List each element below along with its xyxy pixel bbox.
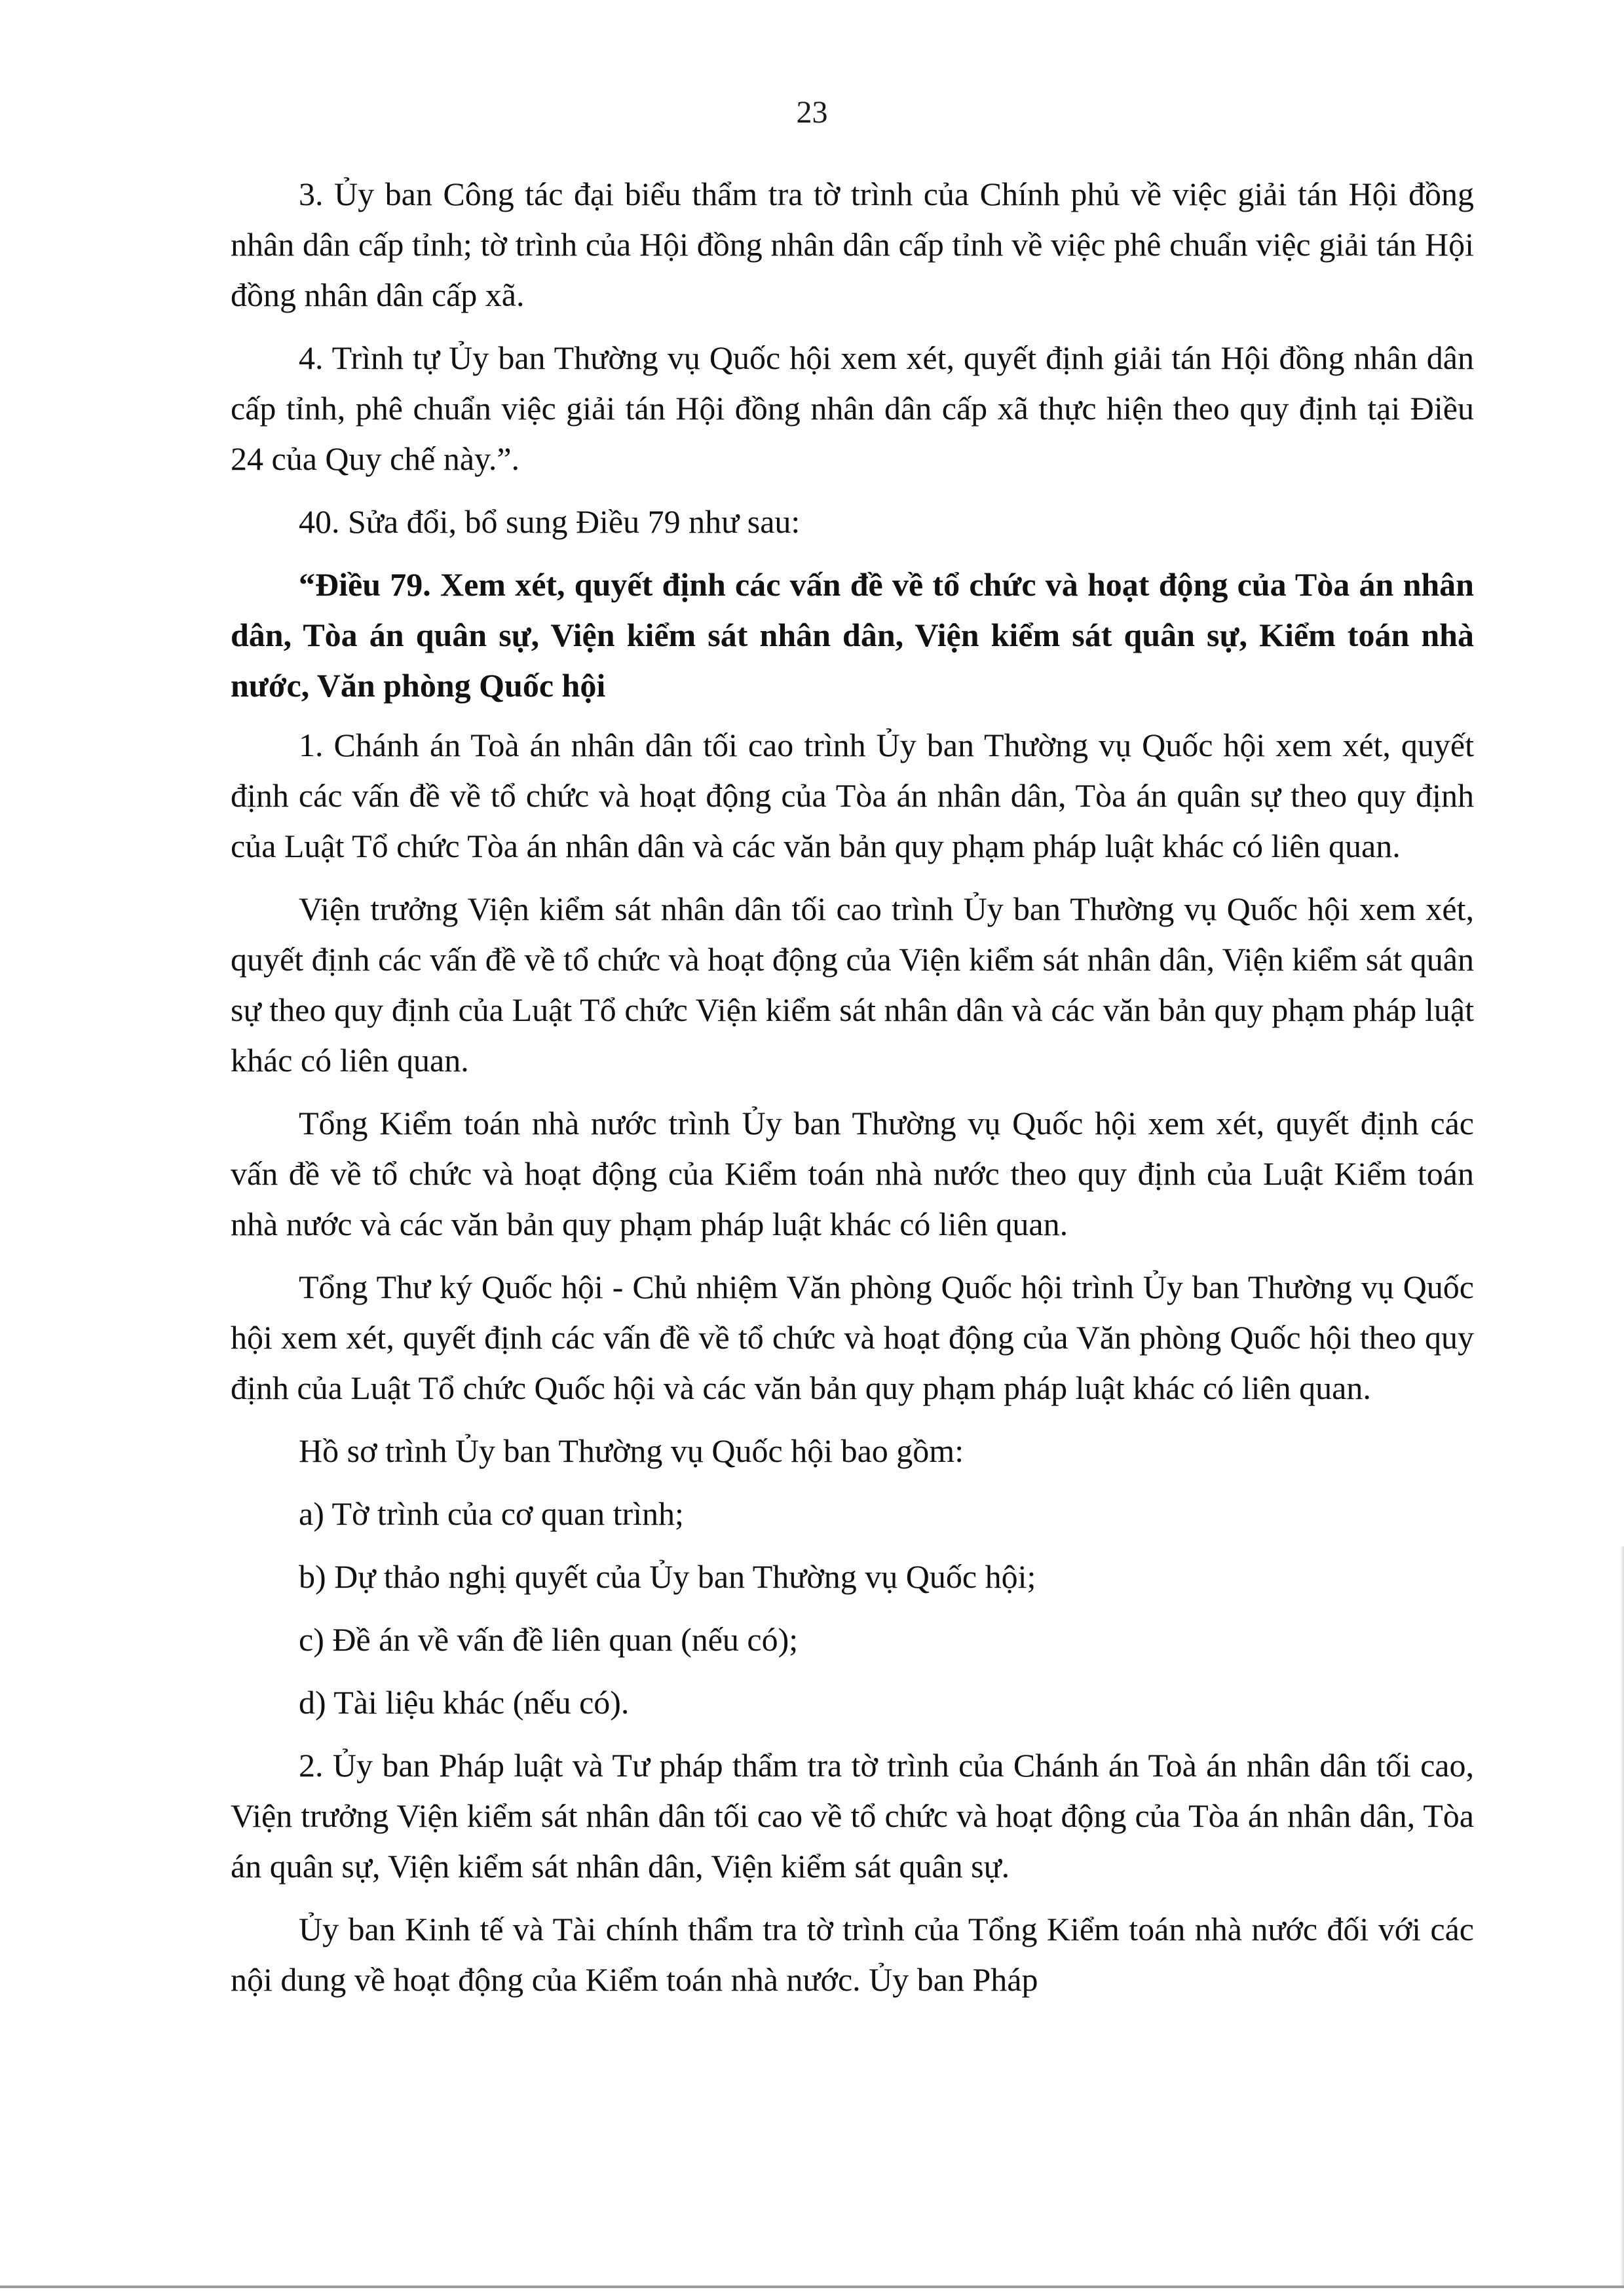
- dossier-item-c: c) Đề án về vấn đề liên quan (nếu có);: [299, 1621, 799, 1658]
- article-79-heading: “Điều 79. Xem xét, quyết định các vấn đề về tổ chức và hoạt động của Tòa án nhân dân, Tòa án quân sự, Viện kiểm sát nhân dân, Viện kiểm sát quân sự, Kiểm toán nhà nước, Văn phòng Quốc hội: [231, 566, 1474, 704]
- paragraph-clause-1: 1. Chánh án Toà án nhân dân tối cao trình Ủy ban Thường vụ Quốc hội xem xét, quyết định các vấn đề về tổ chức và hoạt động của Tòa án nhân dân, Tòa án quân sự theo quy định của Luật Tổ chức Tòa án nhân dân và các văn bản quy phạm pháp luật khác có liên quan.: [231, 727, 1474, 864]
- paragraph-assembly-office: Tổng Thư ký Quốc hội - Chủ nhiệm Văn phòng Quốc hội trình Ủy ban Thường vụ Quốc hội xem xét, quyết định các vấn đề về tổ chức và hoạt động của Văn phòng Quốc hội theo quy định của Luật Tổ chức Quốc hội và các văn bản quy phạm pháp luật khác có liên quan.: [231, 1269, 1474, 1406]
- paragraph-economic-committee: Ủy ban Kinh tế và Tài chính thẩm tra tờ trình của Tổng Kiểm toán nhà nước đối với các nội dung về hoạt động của Kiểm toán nhà nước. Ủy ban Pháp: [231, 1911, 1474, 1998]
- dossier-item-a: a) Tờ trình của cơ quan trình;: [299, 1495, 684, 1532]
- paragraph-item-3: 3. Ủy ban Công tác đại biểu thẩm tra tờ trình của Chính phủ về việc giải tán Hội đồng nhân dân cấp tỉnh; tờ trình của Hội đồng nhân dân cấp tỉnh về việc phê chuẩn việc giải tán Hội đồng nhân dân cấp xã.: [231, 176, 1474, 313]
- paragraph-state-audit: Tổng Kiểm toán nhà nước trình Ủy ban Thường vụ Quốc hội xem xét, quyết định các vấn đề về tổ chức và hoạt động của Kiểm toán nhà nước theo quy định của Luật Kiểm toán nhà nước và các văn bản quy phạm pháp luật khác có liên quan.: [231, 1105, 1474, 1242]
- scan-edge-shadow: [1620, 1546, 1624, 2287]
- page-number: 23: [796, 95, 828, 130]
- scan-bottom-edge: [0, 2286, 1624, 2288]
- document-body: [231, 169, 1474, 2018]
- dossier-intro: Hồ sơ trình Ủy ban Thường vụ Quốc hội bao gồm:: [299, 1432, 964, 1469]
- paragraph-procuracy: Viện trưởng Viện kiểm sát nhân dân tối cao trình Ủy ban Thường vụ Quốc hội xem xét, quyết định các vấn đề về tổ chức và hoạt động của Viện kiểm sát nhân dân, Viện kiểm sát quân sự theo quy định của Luật Tổ chức Viện kiểm sát nhân dân và các văn bản quy phạm pháp luật khác có liên quan.: [231, 890, 1474, 1079]
- paragraph-clause-2: 2. Ủy ban Pháp luật và Tư pháp thẩm tra tờ trình của Chánh án Toà án nhân dân tối cao, Viện trưởng Viện kiểm sát nhân dân tối cao về tổ chức và hoạt động của Tòa án nhân dân, Tòa án quân sự, Viện kiểm sát nhân dân, Viện kiểm sát quân sự.: [231, 1747, 1474, 1885]
- paragraph-item-4: 4. Trình tự Ủy ban Thường vụ Quốc hội xem xét, quyết định giải tán Hội đồng nhân dân cấp tỉnh, phê chuẩn việc giải tán Hội đồng nhân dân cấp xã thực hiện theo quy định tại Điều 24 của Quy chế này.”.: [231, 339, 1474, 477]
- paragraph-amendment-40: 40. Sửa đổi, bổ sung Điều 79 như sau:: [299, 503, 801, 540]
- dossier-item-d: d) Tài liệu khác (nếu có).: [299, 1684, 630, 1721]
- dossier-item-b: b) Dự thảo nghị quyết của Ủy ban Thường vụ Quốc hội;: [299, 1558, 1036, 1595]
